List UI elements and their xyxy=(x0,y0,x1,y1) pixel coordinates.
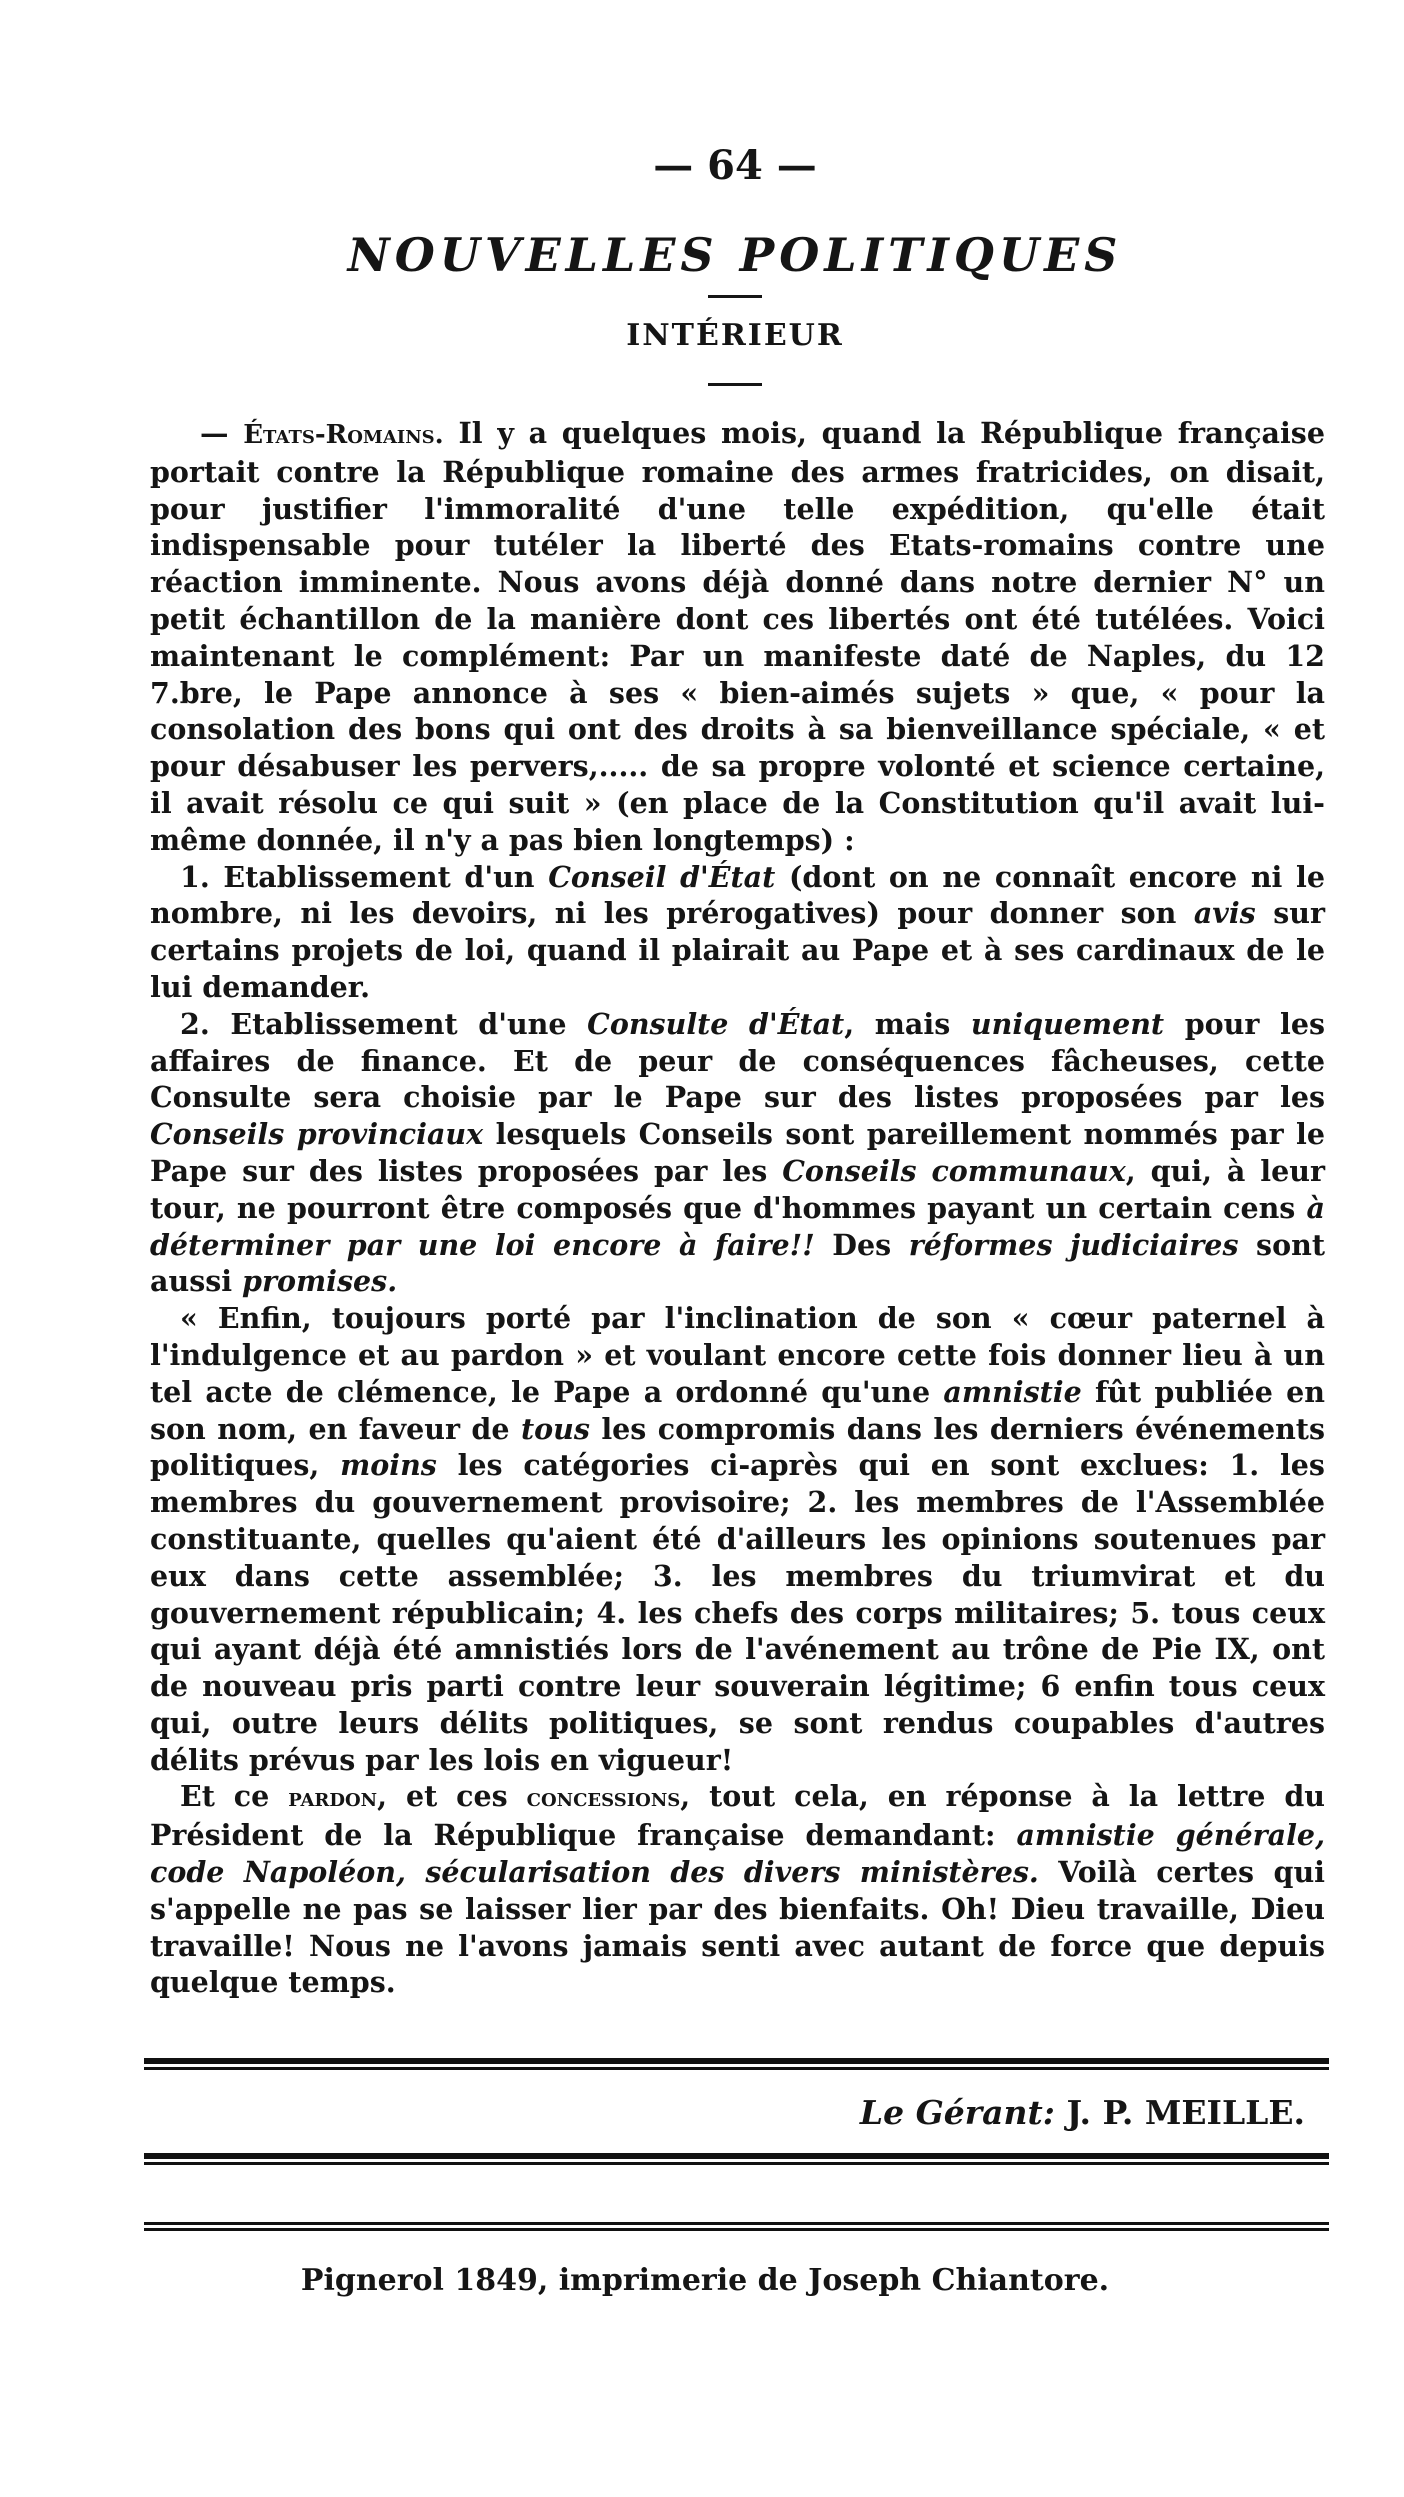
italic-text: réformes judiciaires xyxy=(908,1227,1239,1262)
italic-text: tous xyxy=(520,1411,590,1446)
page-title: NOUVELLES POLITIQUES xyxy=(347,228,1123,282)
article-heading: États-Romains. xyxy=(243,420,444,450)
italic-text: à déterminer par une loi encore à faire!! xyxy=(150,1190,1325,1262)
page-number: — 64 — xyxy=(653,142,817,189)
text: sur certains projets de loi, quand il plairait au Pape et à ses cardinaux de le lui demander. xyxy=(150,896,1325,1004)
newspaper-page xyxy=(150,0,1326,2497)
text: fût publiée en son nom, en faveur de xyxy=(150,1374,1325,1446)
italic-text: Conseils provinciaux xyxy=(150,1117,484,1152)
signature-label: Le Gérant: xyxy=(859,2093,1055,2132)
dash: — xyxy=(200,416,244,450)
italic-text: amnistie xyxy=(943,1374,1082,1409)
text: , mais xyxy=(844,1006,971,1041)
paragraph-intro xyxy=(150,415,1325,859)
section-heading: INTÉRIEUR xyxy=(626,318,844,353)
article-body xyxy=(150,415,1325,2001)
italic-text: amnistie générale, code Napoléon, sécularisation des divers ministères. xyxy=(150,1818,1325,1890)
text: Voilà certes qui s'appelle ne pas se laisser lier par des bienfaits. Oh! Dieu travaille, Dieu travaille! Nous ne l'avons jamais senti avec autant de force que depuis quelque temps. xyxy=(150,1855,1325,2000)
text: sont aussi xyxy=(150,1227,1325,1299)
text: 2. Etablissement d'une xyxy=(180,1006,588,1041)
text: « Enfin, toujours porté par l'inclination de son « cœur paternel à l'indulgence et au pardon » et voulant encore cette fois donner lieu à un tel acte de clémence, le Pape a ordonné qu'une xyxy=(150,1301,1325,1409)
italic-text: Conseils communaux xyxy=(782,1153,1126,1188)
title-divider xyxy=(708,295,762,298)
text: , qui, à leur tour, ne pourront être composés que d'hommes payant un certain cens xyxy=(150,1153,1325,1225)
italic-text: avis xyxy=(1193,896,1256,931)
text: Des xyxy=(814,1227,909,1262)
italic-text: promises. xyxy=(242,1264,398,1299)
signature-name: J. P. MEILLE. xyxy=(1066,2093,1305,2132)
text: , tout cela, en réponse à la lettre du Président de la République française demandant: xyxy=(150,1779,1325,1853)
text: 1. Etablissement d'un xyxy=(180,859,549,894)
text: les catégories ci-après qui en sont exclues: 1. les membres du gouvernement provisoire; 2. les membres de l'Assemblée constituante, quelles qu'aient été d'ailleurs les opinions soutenues par eux dans cette assemblée; 3. les membres du triumvirat et du gouvernement républicain; 4. les chefs des corps militaires; 5. tous ceux qui ayant déjà été amnistiés lors de l'avénement au trône de Pie IX, ont de nouveau pris parti contre leur souverain légitime; 6 enfin tous ceux qui, outre leurs délits politiques, se sont rendus coupables d'autres délits prévus par les lois en vigueur! xyxy=(150,1448,1325,1777)
signature xyxy=(150,2093,1305,2132)
double-rule xyxy=(144,2058,1329,2070)
paragraph-conclusion xyxy=(150,1778,1325,2001)
paragraph-item-1 xyxy=(150,859,1325,1006)
smallcaps-text: pardon xyxy=(288,1783,378,1814)
paragraph-text: Il y a quelques mois, quand la République française portait contre la République romaine des armes fratricides, on disait, pour justifier l'immoralité d'une telle expédition, qu'elle était indispensable pour tutéler la liberté des Etats-romains contre une réaction imminente. Nous avons déjà donné dans notre dernier N° un petit échantillon de la manière dont ces libertés ont été tutélées. Voici maintenant le complément: Par un manifeste daté de Naples, du 12 7.bre, le Pape annonce à ses « bien-aimés sujets » que, « pour la consolation des bons qui ont des droits à sa bienveillance spéciale, « et pour désabuser les pervers,..... de sa propre volonté et science certaine, il avait résolu ce qui suit » (en place de la Constitution qu'il avait lui-même donnée, il n'y a pas bien longtemps) : xyxy=(150,416,1325,857)
italic-text: Conseil d'État xyxy=(548,859,776,894)
text: , et ces xyxy=(377,1779,527,1814)
smallcaps-text: concessions xyxy=(526,1783,681,1814)
double-rule xyxy=(144,2153,1329,2165)
paragraph-amnesty xyxy=(150,1300,1325,1778)
section-divider xyxy=(708,383,762,386)
text: pour les affaires de finance. Et de peur de conséquences fâcheuses, cette Consulte sera choisie par le Pape sur des listes proposées par les xyxy=(150,1006,1325,1115)
thin-rule xyxy=(144,2222,1329,2231)
text: Et ce xyxy=(180,1779,289,1814)
paragraph-item-2 xyxy=(150,1006,1325,1300)
text: (dont on ne connaît encore ni le nombre, ni les devoirs, ni les prérogatives) pour donner son xyxy=(150,859,1325,931)
italic-text: uniquement xyxy=(970,1006,1165,1041)
text: lesquels Conseils sont pareillement nommés par le Pape sur des listes proposées par les xyxy=(150,1117,1325,1188)
text: les compromis dans les derniers événements politiques, xyxy=(150,1411,1326,1483)
italic-text: Consulte d'État xyxy=(587,1006,845,1041)
imprint: Pignerol 1849, imprimerie de Joseph Chiantore. xyxy=(300,2263,1110,2298)
italic-text: moins xyxy=(340,1448,437,1483)
